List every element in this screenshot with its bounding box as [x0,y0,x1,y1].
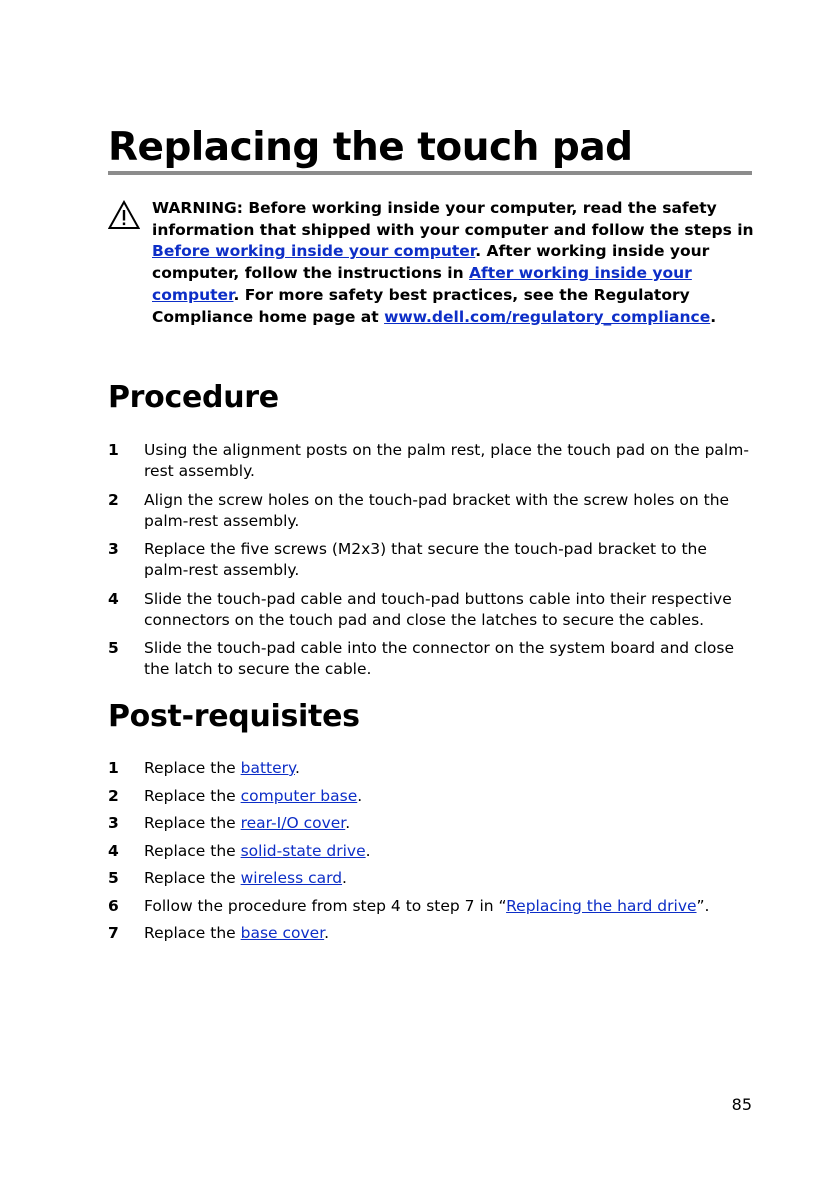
step-text: Replace the [144,841,241,860]
replacing-hard-drive-link[interactable]: Replacing the hard drive [506,896,697,915]
step-number: 2 [108,786,119,805]
post-requisite-step [108,786,756,814]
step-number: 4 [108,841,119,860]
warning-text-part: . For more safety best practices, see the Regulatory Compliance home page at [152,285,690,326]
step-text: Using the alignment posts on the palm rest, place the touch pad on the palm-rest assembly. [144,441,749,480]
step-text: Slide the touch-pad cable and touch-pad buttons cable into their respective connectors on the touch pad and close the latches to secure the cables. [144,589,732,629]
base-cover-link[interactable]: base cover [240,924,325,942]
computer-base-link[interactable]: computer base [240,786,358,805]
post-requisite-step [108,813,756,841]
step-text-end: . [324,924,330,942]
step-number: 3 [108,540,119,558]
step-text-end: ”. [696,896,710,915]
step-text: Replace the [144,814,241,832]
step-number: 5 [108,869,119,887]
regulatory-compliance-link[interactable]: www.dell.com/regulatory_compliance [384,307,711,326]
step-number: 1 [108,759,119,777]
before-working-link[interactable]: Before working inside your computer [152,242,476,261]
step-text: Align the screw holes on the touch-pad bracket with the screw holes on the palm-rest assembly. [144,490,730,530]
procedure-heading: Procedure [108,380,279,415]
warning-text-part: . [710,307,717,326]
post-requisites-heading: Post-requisites [108,699,360,734]
step-text: Replace the [144,786,241,805]
procedure-step [108,589,756,631]
warning-text-part: . After working inside your computer, follow the instructions in [152,242,710,283]
step-number: 3 [108,814,119,832]
after-working-link[interactable]: After working inside your computer [152,264,692,304]
step-text: Follow the procedure from step 4 to step 7 in “ [144,896,507,915]
step-text-end: . [294,759,300,777]
step-number: 5 [108,639,119,657]
procedure-step [108,539,756,581]
solid-state-drive-link[interactable]: solid-state drive [240,841,366,860]
step-number: 2 [108,490,119,509]
step-text: Replace the five screws (M2x3) that secure the touch-pad bracket to the palm-rest assembly. [144,540,707,579]
rear-io-cover-link[interactable]: rear-I/O cover [240,814,346,832]
step-number: 1 [108,441,119,459]
step-text: Slide the touch-pad cable into the connector on the system board and close the latch to secure the cable. [144,639,734,678]
step-text-end: . [342,869,347,887]
warning-text-part: WARNING: Before working inside your computer, read the safety information that shipped with your computer and follow the steps in [152,199,754,239]
procedure-step [108,638,756,680]
warning-notice [152,198,758,328]
step-number: 6 [108,896,119,915]
procedure-step [108,440,756,482]
page-number: 85 [731,1095,752,1114]
post-requisite-step [108,923,756,951]
step-number: 7 [108,924,119,942]
step-text: Replace the [144,759,241,777]
step-number: 4 [108,589,119,608]
procedure-steps [108,440,756,688]
page-title: Replacing the touch pad [108,125,633,170]
warning-triangle-icon [108,200,140,230]
post-requisite-step [108,896,756,924]
step-text: Replace the [144,924,241,942]
step-text-end: . [345,814,351,832]
battery-link[interactable]: battery [240,759,295,777]
post-requisites-steps [108,758,756,951]
step-text-end: . [365,841,371,860]
post-requisite-step [108,841,756,869]
procedure-step [108,490,756,532]
step-text-end: . [357,786,363,805]
title-underline [108,171,752,175]
wireless-card-link[interactable]: wireless card [240,869,343,887]
post-requisite-step [108,868,756,896]
step-text: Replace the [144,869,241,887]
post-requisite-step [108,758,756,786]
